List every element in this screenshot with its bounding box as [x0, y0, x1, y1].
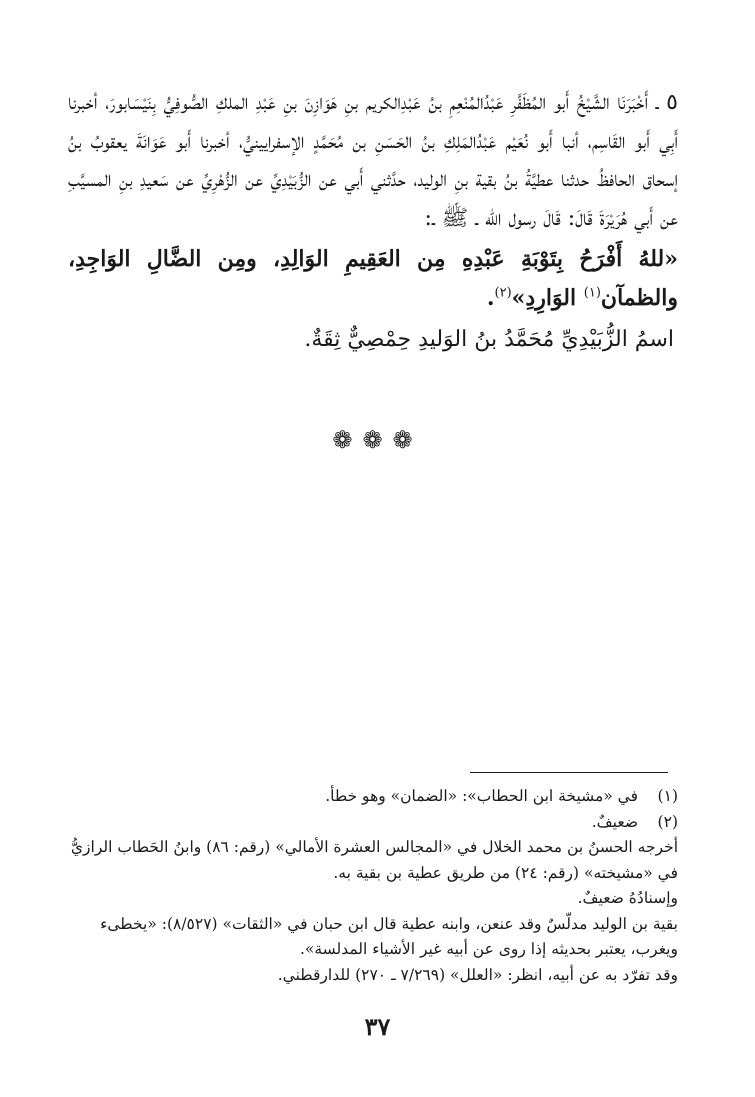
footnote-2-line: بقية بن الوليد مدلّسٌ وقد عنعن، وابنه عطية قال ابن حبان في «الثقات» (٨/٥٢٧): «يخطىء ويغرب، يعتبر بحديثه إذا روى عن أبيه غير الأشياء المدلسة».	[100, 914, 678, 958]
main-text	[68, 84, 678, 360]
footnote-2-line: وإسنادُهُ ضعيفٌ.	[577, 889, 678, 907]
footnote-2-line: وقد تفرّد به عن أبيه، انظر: «العلل» (٧/٢٦٩ ـ ٢٧٠) للدارقطني.	[277, 965, 678, 984]
footnotes	[70, 784, 678, 988]
hadith-final-dot: .	[486, 284, 495, 311]
footnote-2-number: (٢)	[657, 812, 678, 831]
footnote-2-head: ضعيفٌ.	[591, 812, 638, 831]
section-separator: ❁❁❁	[332, 426, 423, 454]
hadith-paragraph	[68, 240, 678, 317]
narrator-note: اسمُ الزُّبَيْدِيِّ مُحَمَّدُ بنُ الوَليدِ حِمْصِيٌّ ثِقَةٌ.	[304, 327, 674, 352]
footnote-ref-2[interactable]: (٢)	[494, 285, 512, 301]
footnote-1-text: في «مشيخة ابن الحطاب»: «الضمان» وهو خطأ.	[325, 787, 638, 805]
footnote-ref-1[interactable]: (١)	[583, 285, 601, 301]
footnote-2-body	[70, 835, 678, 988]
footnote-1	[70, 784, 678, 810]
hadith-text: «للهُ أَفْرَحُ بِتَوْبَةِ عَبْدِهِ مِن العَقِيمِ الوَالِدِ، ومِن الضَّالِ الوَاجِدِ، والظمآن	[68, 246, 678, 311]
hadith-text-end: الوَارِدِ»	[511, 284, 584, 311]
page-number: ٣٧	[364, 1012, 391, 1041]
isnad-paragraph: ٥ ـ أَخْبَرَنَا الشَّيْخُ أَبو المُظَفَّرِ عَبْدُالمُنْعِمِ بنُ عَبْدِالكريم بنِ هَوَازِنَ بنِ عَبْدِ الملكِ الصُّوفِيُّ بِنَيْسَابورَ، أخبرنا أَبِي أَبو القَاسِم، أنبا أَبو نُعَيْم عَبْدُالمَلِكِ بنُ الحَسَنِ بن مُحَمَّدٍ الإسفرايينيُّ، أخبرنا أَبو عَوَانَةَ يعقوبُ بنُ إسحاق الحافظُ حدثنا عطيَّةُ بنُ بقية بنِ الوليد، حدَّثني أَبي عن الزُّبَيْدِيِّ عن الزُّهْرِيِّ عن سَعيدِ بنِ المسيَّبِ عن أَبي هُرَيْرَةَ قَالَ: قَالَ رسول الله ـ ﷺ ـ:	[68, 90, 678, 231]
footnote-2-line: أخرجه الحسنُ بن محمد الخلال في «المجالس العشرة الأمالي» (رقم: ٨٦) وابنُ الحَطاب الرازيُّ في «مشيخته» (رقم: ٢٤) من طريق عطية بن بقية به.	[70, 838, 678, 882]
footnote-2	[70, 810, 678, 836]
footnote-rule	[470, 772, 668, 773]
footnote-1-number: (١)	[657, 787, 678, 805]
